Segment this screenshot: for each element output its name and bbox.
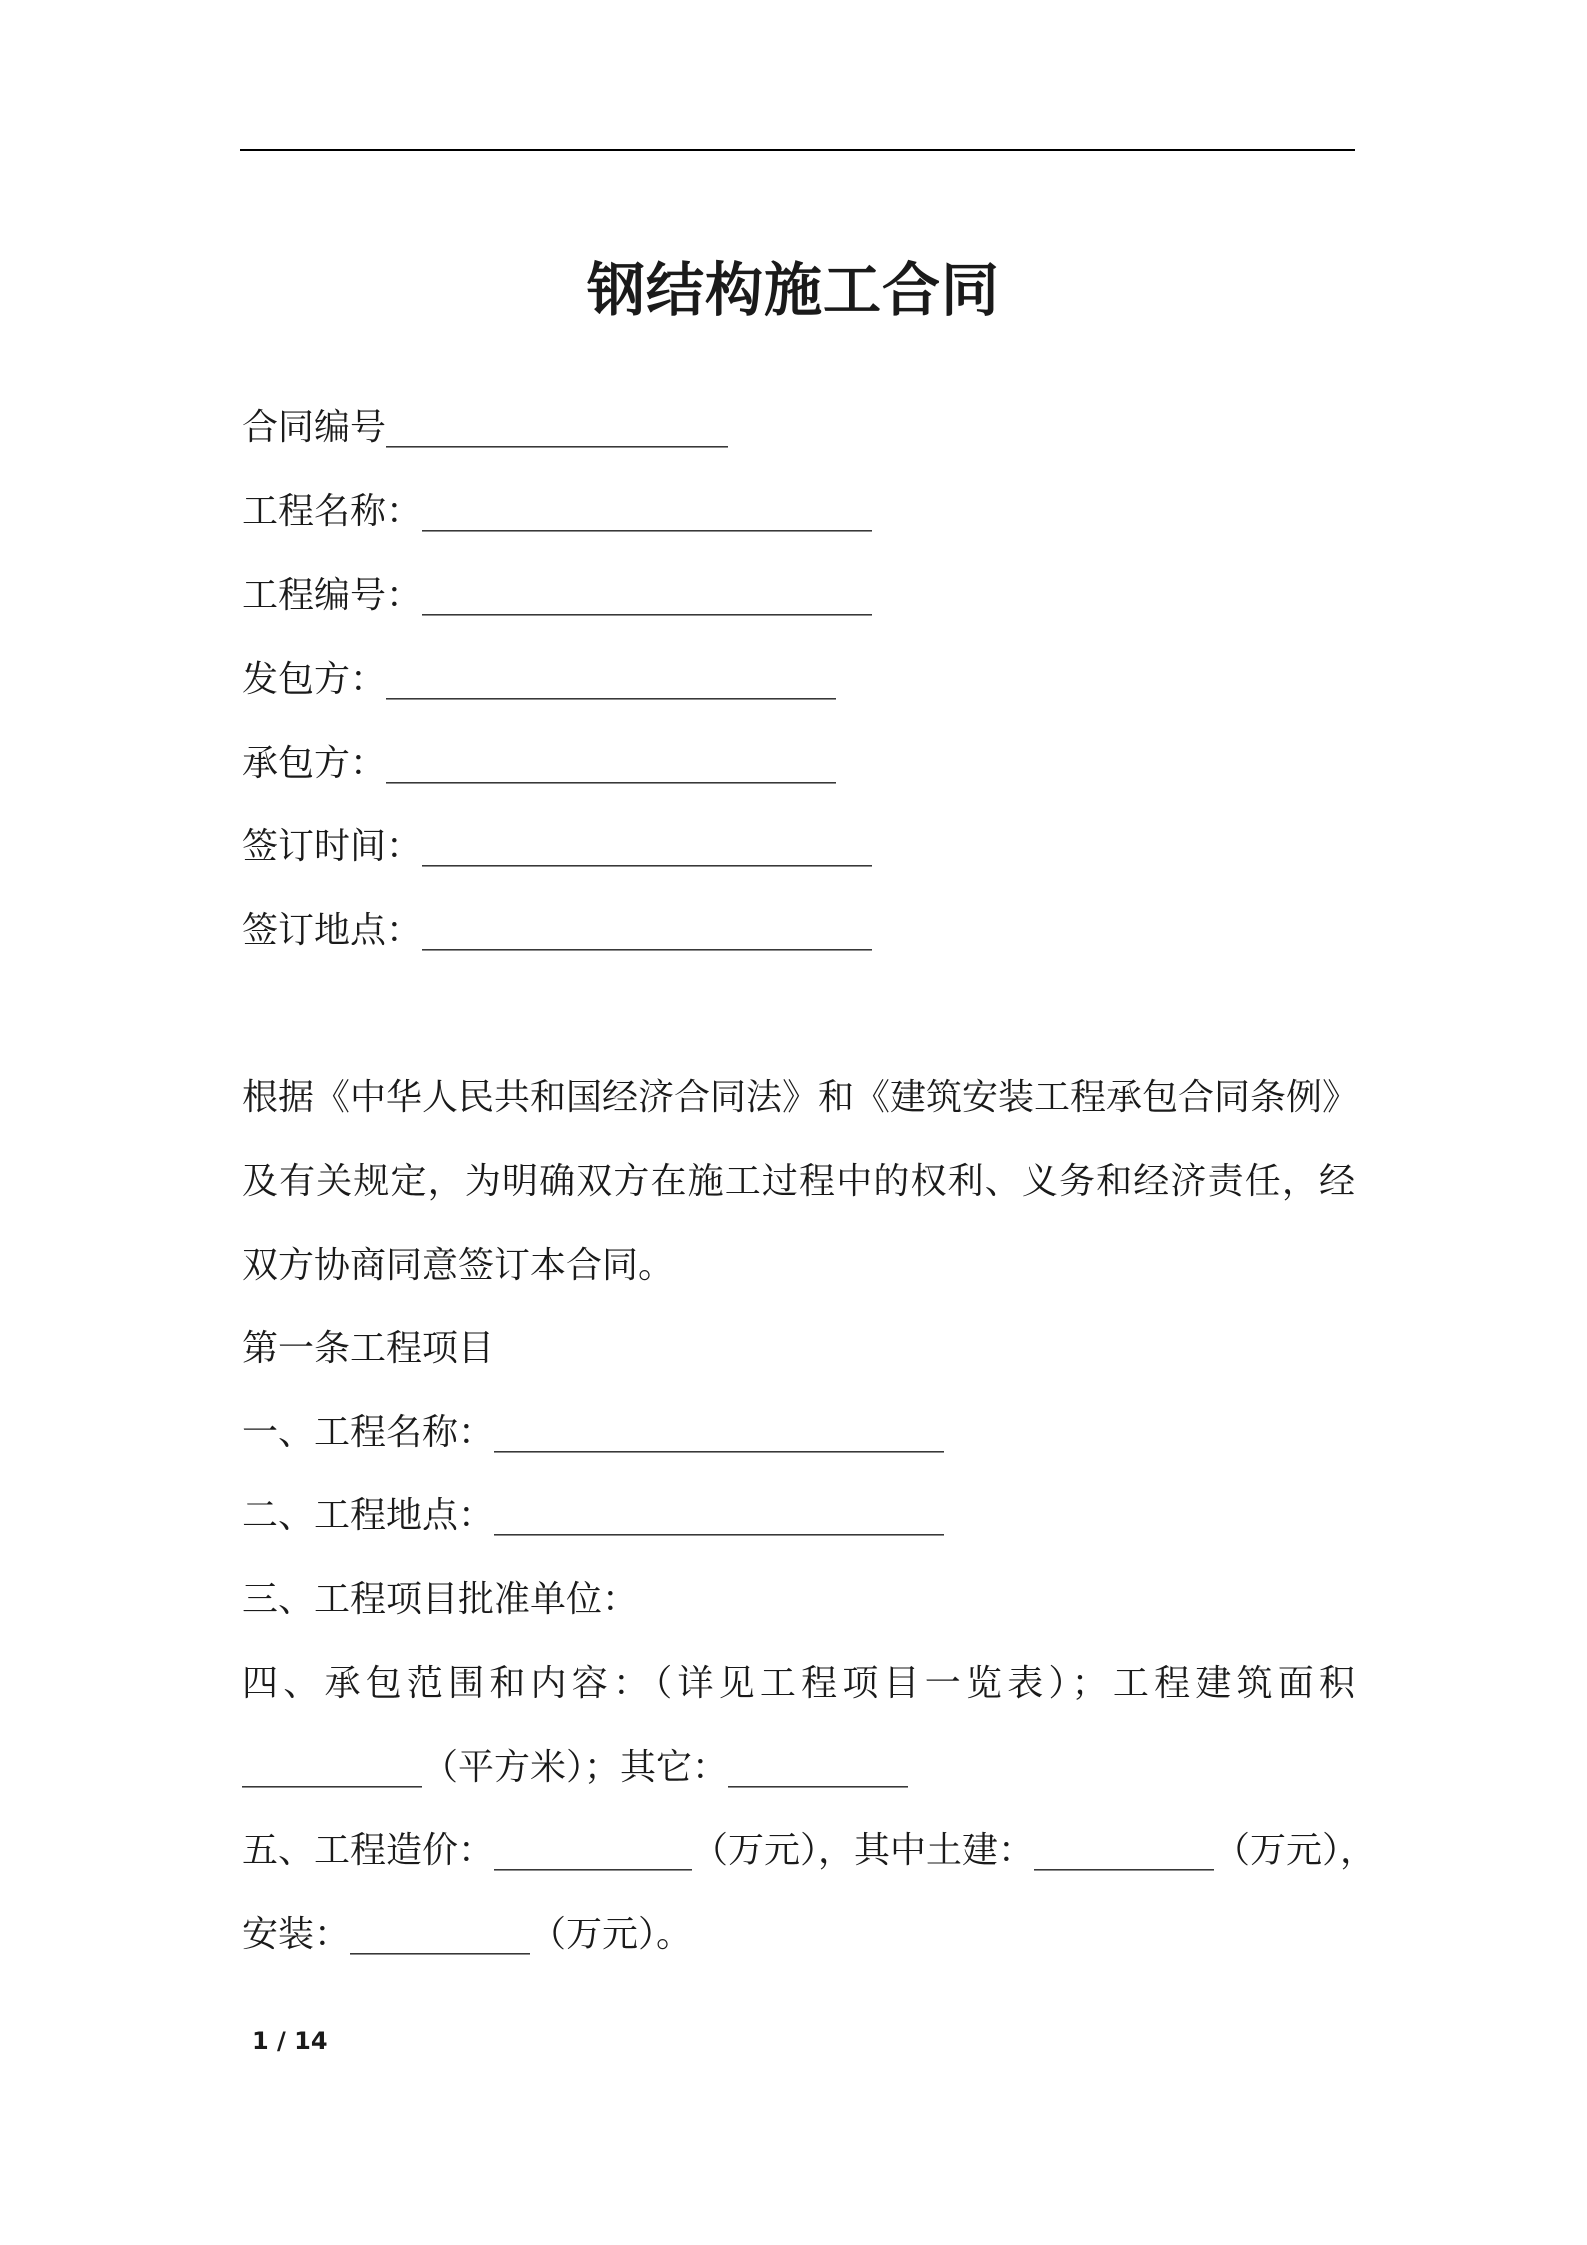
article-item: 五、工程造价：___________（万元），其中土建：__________（万元），	[242, 1830, 1377, 1871]
field-contractor: 承包方：_________________________	[242, 743, 837, 784]
field-project-number: 工程编号：_________________________	[242, 575, 873, 616]
field-signing-time: 签订时间：_________________________	[242, 826, 873, 867]
article-item: __________（平方米）；其它：__________	[242, 1747, 909, 1788]
preamble-line: 及有关规定，为明确双方在施工过程中的权利、义务和经济责任，经	[242, 1161, 1355, 1202]
field-contract-number: 合同编号___________________	[242, 407, 729, 448]
article-item: 安装：__________（万元）。	[242, 1914, 693, 1955]
field-signing-place: 签订地点：_________________________	[242, 910, 873, 951]
header-rule	[240, 149, 1355, 151]
preamble-line: 双方协商同意签订本合同。	[242, 1245, 675, 1286]
article-item: 一、工程名称：_________________________	[242, 1412, 945, 1453]
preamble-paragraph	[242, 1073, 1359, 1325]
page-number: 1 / 14	[252, 2027, 328, 2055]
document-title: 钢结构施工合同	[586, 256, 1000, 324]
article-item: 四、承包范围和内容：（详见工程项目一览表）；工程建筑面积	[242, 1663, 1355, 1704]
article-item: 三、工程项目批准单位：	[242, 1579, 639, 1620]
field-project-name: 工程名称：_________________________	[242, 491, 873, 532]
article-item-cost	[242, 1826, 1377, 1994]
article-item-scope	[242, 1659, 1355, 1827]
preamble-line: 根据《中华人民共和国经济合同法》和《建筑安装工程承包合同条例》	[242, 1077, 1359, 1118]
field-employer: 发包方：_________________________	[242, 659, 837, 700]
article-heading: 第一条工程项目	[242, 1328, 495, 1369]
article-item: 二、工程地点：_________________________	[242, 1495, 945, 1536]
